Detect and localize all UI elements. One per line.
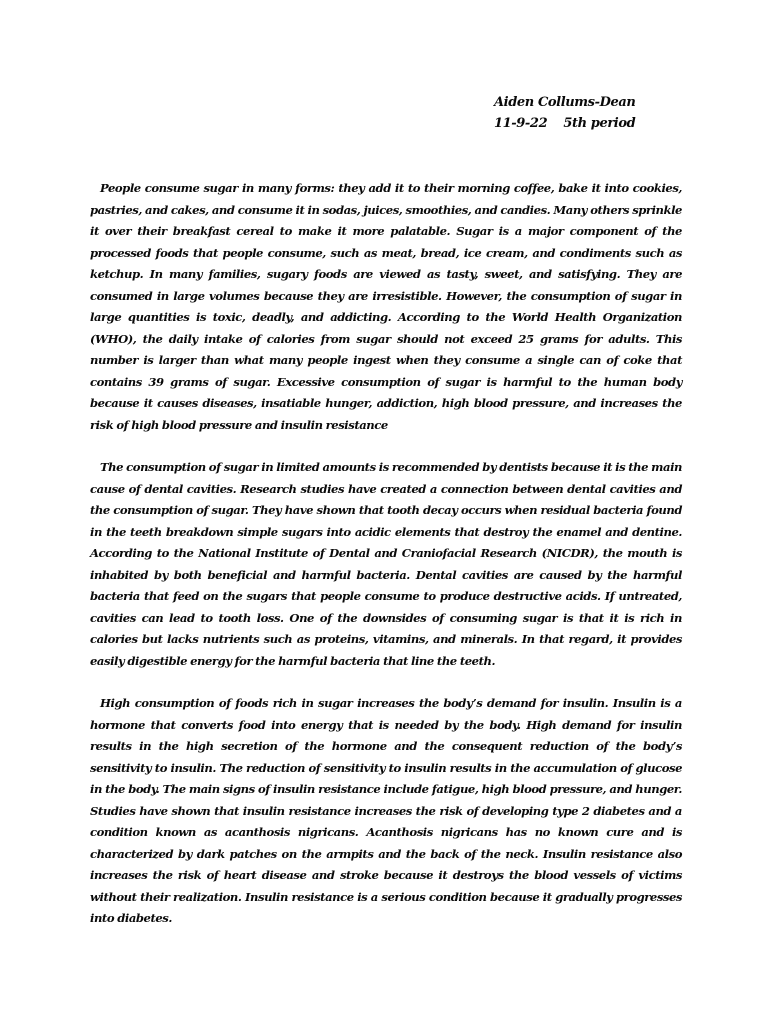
- document-header: [494, 92, 635, 134]
- essay-body: [90, 178, 682, 951]
- date-period-line: [494, 113, 635, 134]
- paragraph-3: High consumption of foods rich in sugar increases the body’s demand for insulin. Insulin is a hormone that converts food into energy that is needed by the body. High demand for insulin results in the high secretion of the hormone and the consequent reduction of the body’s sensitivity to insulin. The reduction of sensitivity to insulin results in the accumulation of glucose in the body. The main signs of insulin resistance include fatigue, high blood pressure, and hunger. Studies have shown that insulin resistance increases the risk of developing type 2 diabetes and a condition known as acanthosis nigricans. Acanthosis nigricans has no known cure and is characterized by dark patches on the armpits and the back of the neck. Insulin resistance also increases the risk of heart disease and stroke because it destroys the blood vessels of victims without their realization. Insulin resistance is a serious condition because it gradually progresses into diabetes.: [90, 696, 682, 925]
- author-name: Aiden Collums-Dean: [494, 95, 636, 110]
- class-period: 5th period: [563, 116, 636, 131]
- paragraph-2: The consumption of sugar in limited amounts is recommended by dentists because it is the main cause of dental cavities. Research studies have created a connection between dental cavities and the consumption of sugar. They have shown that tooth decay occurs when residual bacteria found in the teeth breakdown simple sugars into acidic elements that destroy the enamel and dentine. According to the National Institute of Dental and Craniofacial Research (NICDR), the mouth is inhabited by both beneficial and harmful bacteria. Dental cavities are caused by the harmful bacteria that feed on the sugars that people consume to produce destructive acids. If untreated, cavities can lead to tooth loss. One of the downsides of consuming sugar is that it is rich in calories but lacks nutrients such as proteins, vitamins, and minerals. In that regard, it provides easily digestible energy for the harmful bacteria that line the teeth.: [90, 460, 682, 668]
- date: 11-9-22: [494, 116, 548, 131]
- paragraph-1: People consume sugar in many forms: they add it to their morning coffee, bake it into cookies, pastries, and cakes, and consume it in sodas, juices, smoothies, and candies. Many others sprinkle it over their breakfast cereal to make it more palatable. Sugar is a major component of the processed foods that people consume, such as meat, bread, ice cream, and condiments such as ketchup. In many families, sugary foods are viewed as tasty, sweet, and satisfying. They are consumed in large volumes because they are irresistible. However, the consumption of sugar in large quantities is toxic, deadly, and addicting. According to the World Health Organization (WHO), the daily intake of calories from sugar should not exceed 25 grams for adults. This number is larger than what many people ingest when they consume a single can of coke that contains 39 grams of sugar. Excessive consumption of sugar is harmful to the human body because it causes diseases, insatiable hunger, addiction, high blood pressure, and increases the risk of high blood pressure and insulin resistance: [90, 181, 682, 432]
